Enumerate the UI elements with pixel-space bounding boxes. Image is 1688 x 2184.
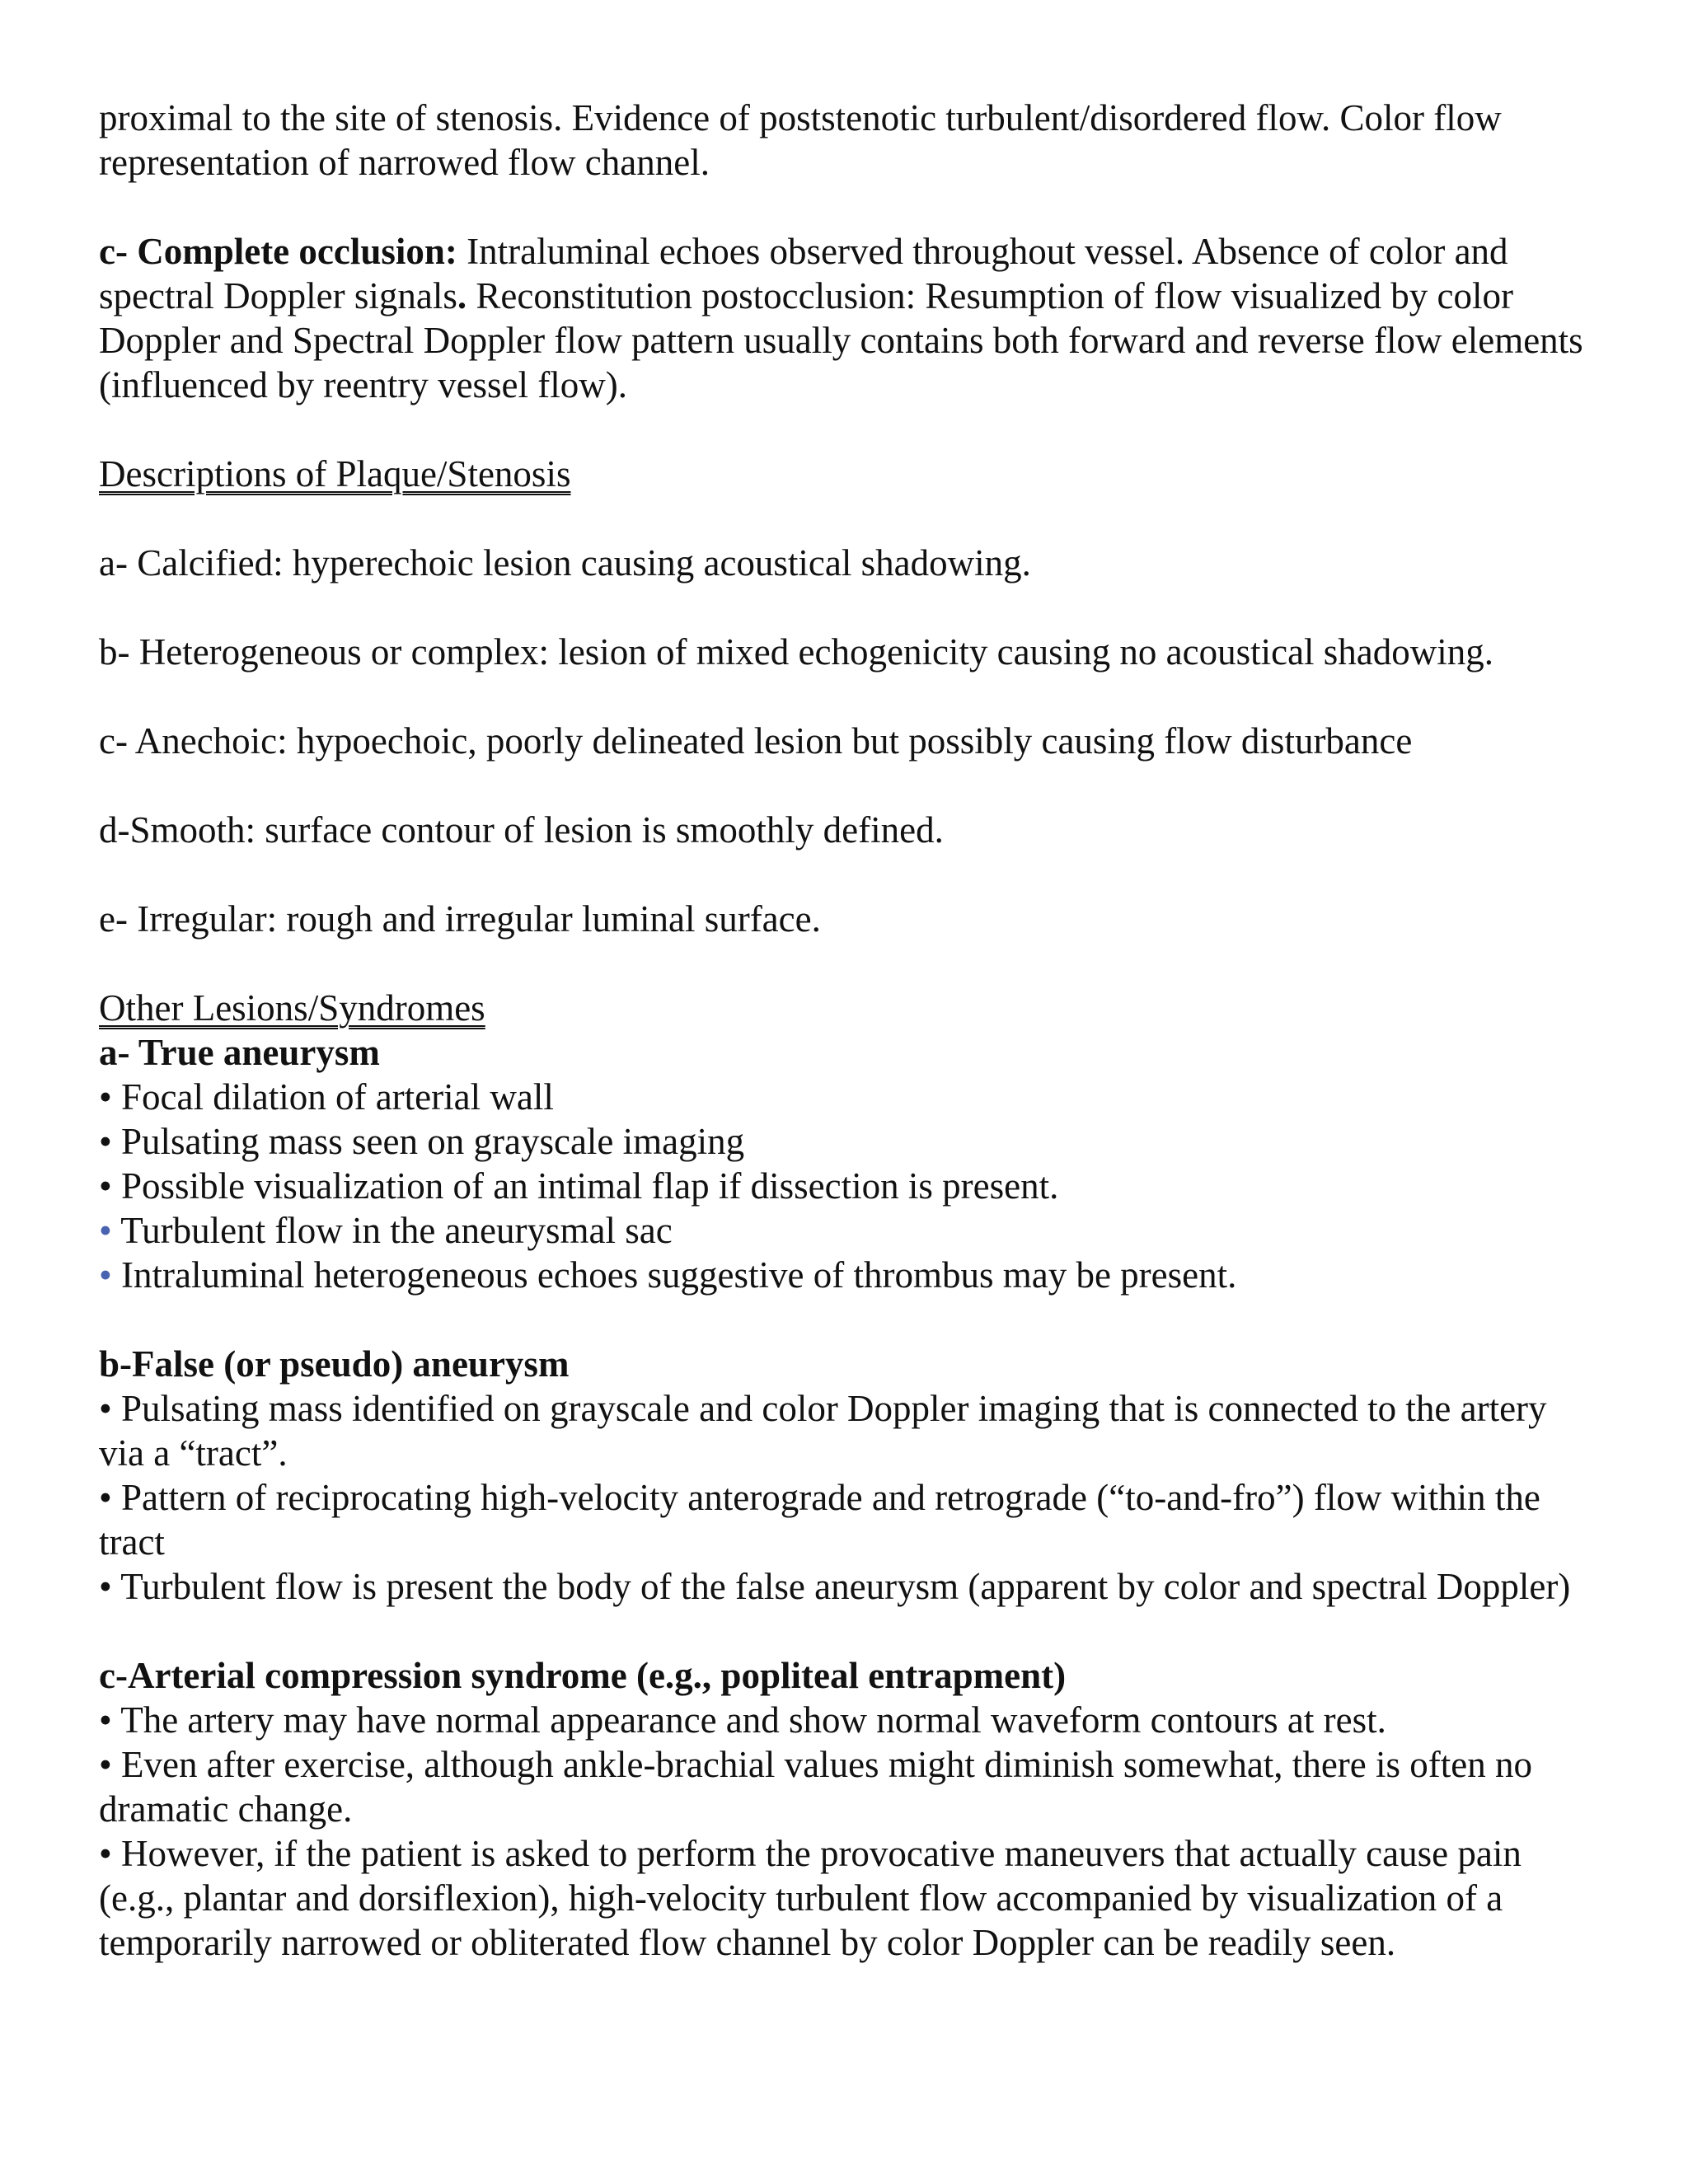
- bullet-text: The artery may have normal appearance and show normal waveform contours at rest.: [120, 1699, 1386, 1741]
- bullet-text: However, if the patient is asked to perform the provocative maneuvers that actually cause pain (e.g., plantar and dorsiflexion), high-velocity turbulent flow accompanied by visualization of a temporarily narrowed or obliterated flow channel by color Doppler can be readily seen.: [99, 1833, 1522, 1963]
- bullet-icon: •: [99, 1165, 112, 1207]
- bullet-text: Pattern of reciprocating high-velocity anterograde and retrograde (“to-and-fro”) flow within the tract: [99, 1477, 1540, 1563]
- complete-occlusion-paragraph: [99, 229, 1599, 407]
- compression-syndrome-title: c-Arterial compression syndrome (e.g., popliteal entrapment): [99, 1655, 1067, 1696]
- true-aneurysm-title: a- True aneurysm: [99, 1032, 380, 1073]
- bullet-text: Turbulent flow is present the body of the false aneurysm (apparent by color and spectral Doppler): [120, 1566, 1571, 1607]
- bullet-text: Intraluminal heterogeneous echoes suggestive of thrombus may be present.: [121, 1254, 1237, 1296]
- bullet-icon: •: [99, 1744, 112, 1785]
- bullet-icon: •: [99, 1254, 112, 1296]
- bullet-icon: •: [99, 1388, 112, 1429]
- complete-occlusion-period: .: [457, 275, 467, 316]
- bullet-icon: •: [99, 1699, 112, 1741]
- bullet-icon: •: [99, 1833, 112, 1874]
- plaque-item-anechoic: c- Anechoic: hypoechoic, poorly delineated lesion but possibly causing flow disturbance: [99, 720, 1413, 762]
- plaque-item-smooth: d-Smooth: surface contour of lesion is smoothly defined.: [99, 809, 944, 851]
- list-item: [99, 1386, 1599, 1475]
- bullet-icon: •: [99, 1076, 112, 1118]
- list-item: [99, 1475, 1599, 1564]
- plaque-item-calcified: a- Calcified: hyperechoic lesion causing acoustical shadowing.: [99, 542, 1031, 583]
- bullet-text: Possible visualization of an intimal flap if dissection is present.: [121, 1165, 1059, 1207]
- bullet-text: Focal dilation of arterial wall: [121, 1076, 554, 1118]
- complete-occlusion-text: Intraluminal echoes observed throughout vessel. Absence of color and spectral Doppler signals: [99, 231, 1508, 316]
- list-item: [99, 1075, 1599, 1119]
- plaque-item-irregular: e- Irregular: rough and irregular luminal surface.: [99, 898, 821, 940]
- list-item: [99, 1831, 1599, 1965]
- list-item: [99, 1742, 1599, 1831]
- intro-paragraph: proximal to the site of stenosis. Evidence of poststenotic turbulent/disordered flow. Color flow representation of narrowed flow channel.: [99, 97, 1502, 183]
- document-page: [99, 96, 1599, 1965]
- bullet-icon: •: [99, 1121, 112, 1162]
- complete-occlusion-label: c- Complete occlusion:: [99, 231, 457, 272]
- bullet-text: Pulsating mass seen on grayscale imaging: [121, 1121, 745, 1162]
- list-item: [99, 1253, 1599, 1297]
- list-item: [99, 1698, 1599, 1742]
- bullet-icon: •: [99, 1566, 112, 1607]
- plaque-heading: Descriptions of Plaque/Stenosis: [99, 453, 571, 494]
- complete-occlusion-text-2: Reconstitution postocclusion: Resumption of flow visualized by color Doppler and Spectral Doppler flow pattern usually contains both forward and reverse flow elements (influenced by reentry vessel flow).: [99, 275, 1583, 405]
- lesions-heading: Other Lesions/Syndromes: [99, 987, 485, 1029]
- list-item: [99, 1119, 1599, 1164]
- bullet-icon: •: [99, 1210, 112, 1251]
- plaque-item-heterogeneous: b- Heterogeneous or complex: lesion of mixed echogenicity causing no acoustical shadowing.: [99, 631, 1494, 673]
- list-item: [99, 1564, 1599, 1609]
- list-item: [99, 1164, 1599, 1208]
- bullet-text: Turbulent flow in the aneurysmal sac: [120, 1210, 673, 1251]
- bullet-text: Even after exercise, although ankle-brachial values might diminish somewhat, there is often no dramatic change.: [99, 1744, 1532, 1830]
- false-aneurysm-title: b-False (or pseudo) aneurysm: [99, 1343, 570, 1385]
- list-item: [99, 1208, 1599, 1253]
- bullet-text: Pulsating mass identified on grayscale and color Doppler imaging that is connected to the artery via a “tract”.: [99, 1388, 1547, 1474]
- bullet-icon: •: [99, 1477, 112, 1518]
